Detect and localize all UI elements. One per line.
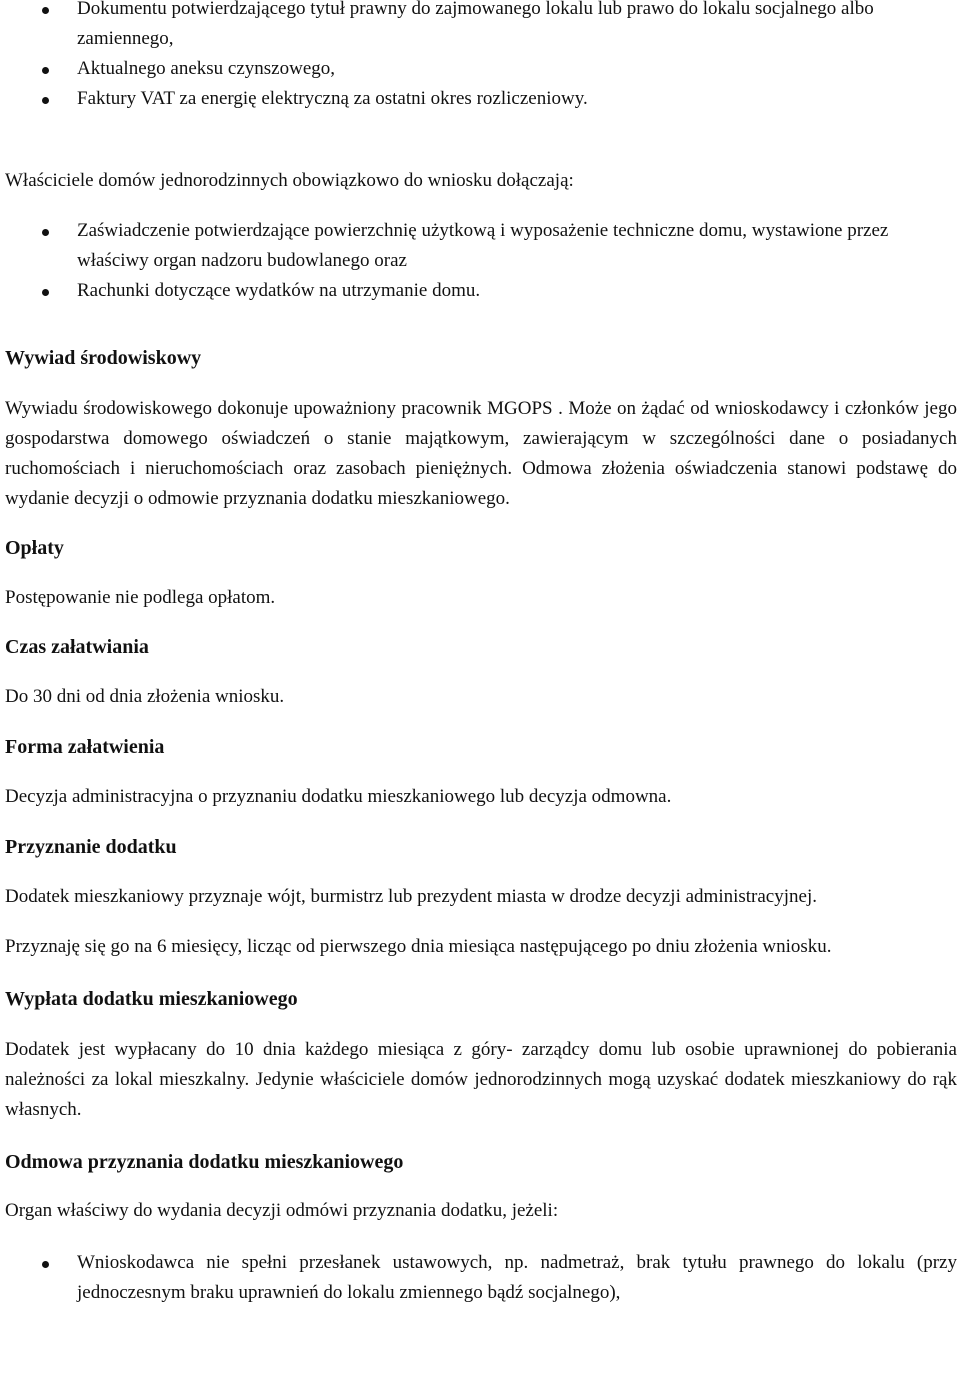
required-documents-list xyxy=(5,0,957,114)
section-text-czas: Do 30 dni od dnia złożenia wniosku. xyxy=(5,686,285,707)
section-heading-forma: Forma załatwienia xyxy=(5,736,165,758)
section-heading-wywiad: Wywiad środowiskowy xyxy=(5,347,202,369)
section-heading-oplaty: Opłaty xyxy=(5,537,64,559)
list-item: Rachunki dotyczące wydatków na utrzymanie domu. xyxy=(5,276,957,306)
section-text-odmowa: Organ właściwy do wydania decyzji odmówi przyznania dodatku, jeżeli: xyxy=(5,1200,559,1221)
list-item: Aktualnego aneksu czynszowego, xyxy=(5,54,957,84)
section-text-oplaty: Postępowanie nie podlega opłatom. xyxy=(5,587,276,608)
list-item: Zaświadczenie potwierdzające powierzchnię użytkową i wyposażenie techniczne domu, wystawione przez właściwy organ nadzoru budowlanego oraz xyxy=(5,216,957,276)
section-text-przyznanie-2: Przyznaję się go na 6 miesięcy, licząc od pierwszego dnia miesiąca następującego po dniu złożenia wniosku. xyxy=(5,936,832,957)
list-item: Faktury VAT za energię elektryczną za ostatni okres rozliczeniowy. xyxy=(5,84,957,114)
section-text-forma: Decyzja administracyjna o przyznaniu dodatku mieszkaniowego lub decyzja odmowna. xyxy=(5,786,672,807)
section-heading-czas: Czas załatwiania xyxy=(5,636,149,658)
section-heading-przyznanie: Przyznanie dodatku xyxy=(5,836,177,858)
owners-documents-list xyxy=(5,216,957,306)
section-text-przyznanie-1: Dodatek mieszkaniowy przyznaje wójt, burmistrz lub prezydent miasta w drodze decyzji administracyjnej. xyxy=(5,886,817,907)
section-text-wyplata: Dodatek jest wypłacany do 10 dnia każdego miesiąca z góry- zarządcy domu lub osobie uprawnionej do pobierania należności za lokal mieszkalny. Jedynie właściciele domów jednorodzinnych mogą uzyskać dodatek mieszkaniowy do rąk własnych. xyxy=(5,1039,957,1120)
document-page xyxy=(5,0,957,1308)
owners-intro: Właściciele domów jednorodzinnych obowiązkowo do wniosku dołączają: xyxy=(5,170,574,191)
section-text-wywiad: Wywiadu środowiskowego dokonuje upoważniony pracownik MGOPS . Może on żądać od wnioskodawcy i członków jego gospodarstwa domowego oświadczeń o stanie majątkowym, zawierającym w szczególności dane o posiadanych ruchomościach i nieruchomościach oraz zasobach pieniężnych. Odmowa złożenia oświadczenia stanowi podstawę do wydanie decyzji o odmowie przyznania dodatku mieszkaniowego. xyxy=(5,398,957,509)
list-item: Wnioskodawca nie spełni przesłanek ustawowych, np. nadmetraż, brak tytułu prawnego do lokalu (przy jednoczesnym braku uprawnień do lokalu zmiennego bądź socjalnego), xyxy=(5,1248,957,1308)
list-item: Dokumentu potwierdzającego tytuł prawny do zajmowanego lokalu lub prawo do lokalu socjalnego albo zamiennego, xyxy=(5,0,957,54)
section-heading-odmowa: Odmowa przyznania dodatku mieszkaniowego xyxy=(5,1151,404,1173)
section-heading-wyplata: Wypłata dodatku mieszkaniowego xyxy=(5,988,298,1010)
refusal-reasons-list xyxy=(5,1248,957,1308)
